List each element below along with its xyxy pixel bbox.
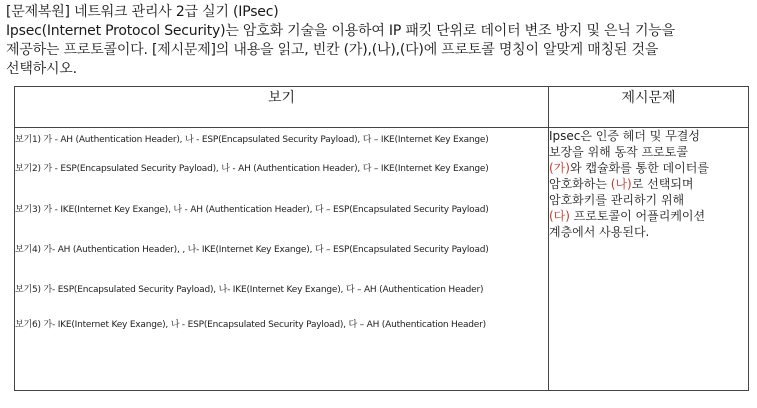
option-2: 보기2) 가 - ESP(Encapsulated Security Payload), 나 - AH (Authentication Header), 다 – IKE(Internet Key Exange) — [15, 164, 489, 174]
problem-line-6-text: 프로토콜이 어플리케이션 — [569, 209, 706, 223]
problem-line-4a: 암호화하는 — [549, 177, 611, 191]
problem-line-2: 보장을 위해 동작 프로토콜 — [549, 145, 688, 159]
option-5: 보기5) 가- ESP(Encapsulated Security Payload), 나- IKE(Internet Key Exange), 다 – AH (Authentication Header) — [15, 285, 484, 295]
option-3: 보기3) 가 - IKE(Internet Key Exange), 나 - AH (Authentication Header), 다 – ESP(Encapsulated Security Payload) — [15, 205, 489, 215]
options-header: 보기 — [15, 87, 549, 128]
problem-line-3 — [549, 160, 748, 176]
question-line-2: Ipsec(Internet Protocol Security)는 암호화 기술을 이용하여 IP 패킷 단위로 데이터 변조 방지 및 은닉 기능을 — [6, 23, 675, 39]
blank-na: (나) — [610, 177, 632, 191]
question-text — [6, 3, 751, 79]
blank-ga: (가) — [549, 161, 570, 175]
question-line-1: [문제복원] 네트워크 관리사 2급 실기 (IPsec) — [6, 4, 279, 20]
option-6: 보기6) 가- IKE(Internet Key Exange), 나 - ESP(Encapsulated Security Payload), 다 – AH (Authentication Header) — [15, 320, 486, 330]
options-cell — [15, 128, 549, 391]
option-1: 보기1) 가 - AH (Authentication Header), 나 - ESP(Encapsulated Security Payload), 다 – IKE(Internet Key Exange) — [15, 135, 489, 145]
problem-header: 제시문제 — [549, 87, 749, 128]
option-4: 보기4) 가- AH (Authentication Header), , 나- IKE(Internet Key Exange), 다 – ESP(Encapsulated Security Payload) — [15, 245, 489, 255]
problem-line-4b: 로 선택되며 — [631, 177, 694, 191]
problem-cell — [549, 128, 749, 391]
problem-text — [549, 128, 748, 240]
question-table — [14, 86, 749, 391]
problem-line-5: 암호화키를 관리하기 위해 — [549, 193, 685, 207]
question-line-3: 제공하는 프로토콜이다. [제시문제]의 내용을 읽고, 빈칸 (가),(나),(다)에 프로토콜 명칭이 알맞게 매칭된 것을 — [6, 42, 659, 58]
problem-line-3-text: 와 캡슐화를 통한 데이터를 — [569, 161, 709, 175]
problem-line-6 — [549, 208, 748, 224]
problem-line-4 — [549, 176, 748, 192]
problem-line-1: Ipsec은 인증 헤더 및 무결성 — [549, 129, 700, 143]
question-line-4: 선택하시오. — [6, 61, 77, 77]
blank-da: (다) — [549, 209, 570, 223]
problem-line-7: 계층에서 사용된다. — [549, 225, 650, 239]
